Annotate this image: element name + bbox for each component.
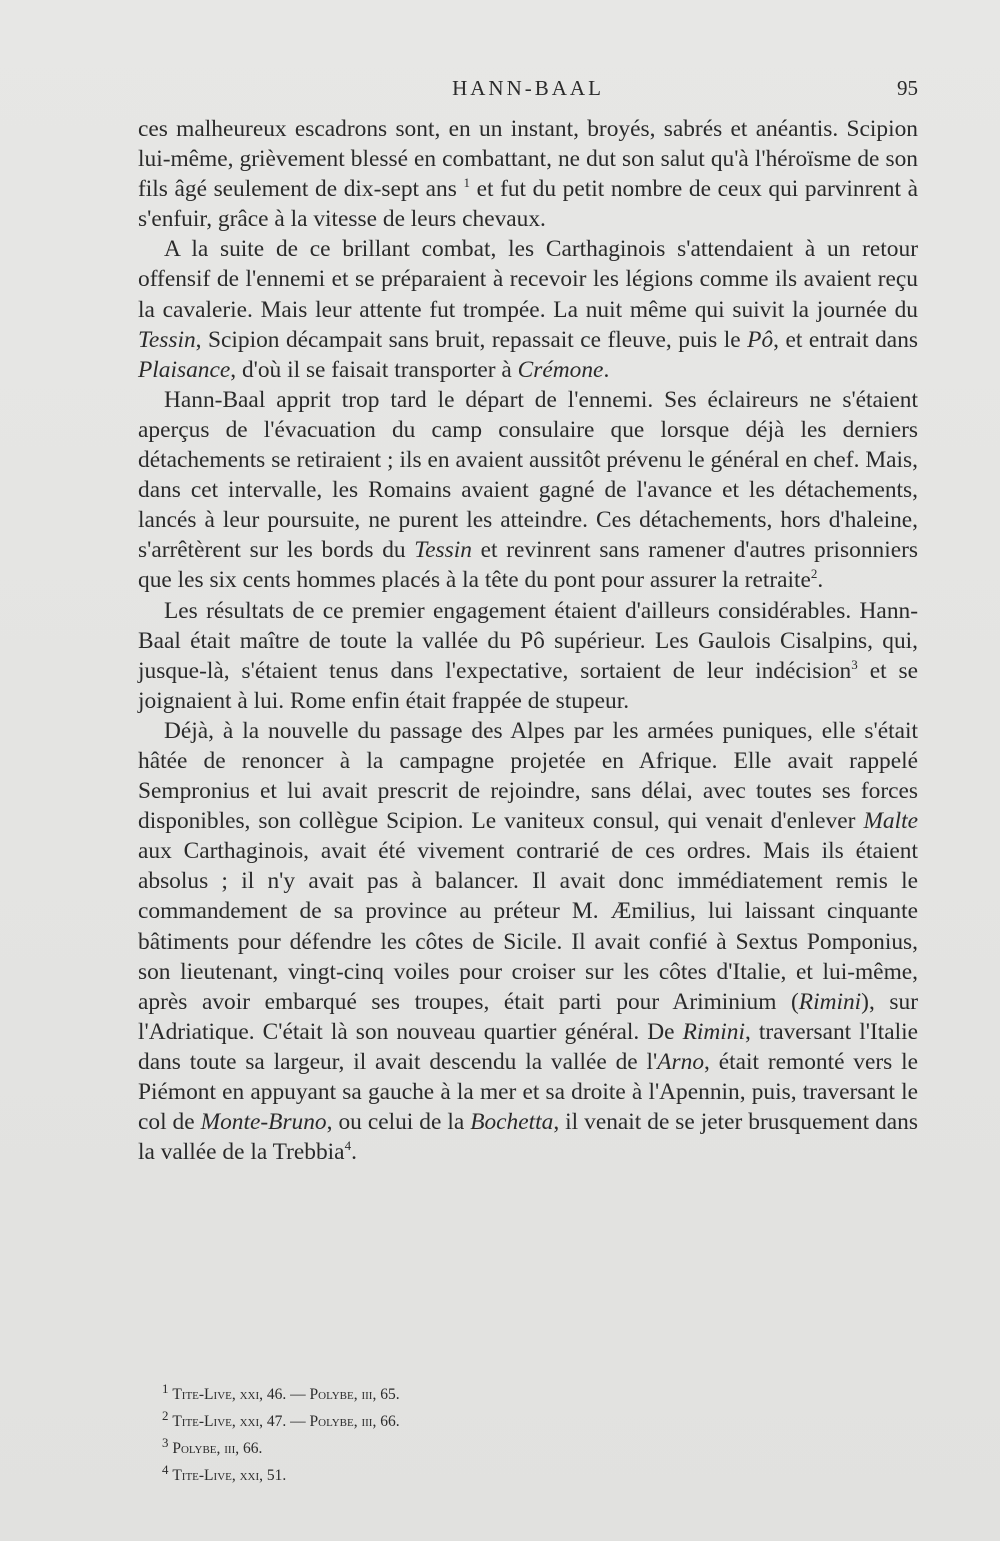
italic-place-name: Pô: [747, 326, 774, 353]
text-run: A la suite de ce brillant combat, les Carthaginois s'attendaient à un retour offensif de l'ennemi et se préparaient à recevoir les légions comme ils avaient reçu la cavalerie. Mais leur attente fut trompée. La nuit même qui suivit la journée du: [138, 236, 918, 323]
text-run: et se joignaient à lui. Rome enfin était frappée de stupeur.: [138, 657, 919, 714]
footnote-source: Tite-Live: [172, 1467, 232, 1485]
text-run: , ou celui de la: [326, 1109, 471, 1136]
text-run: aux Carthaginois, avait été vivement contrarié de ces ordres. Mais ils étaient absolus ; il n'y avait pas à balancer. Il avait donc immédiatement remis le commandement de sa province au préteur M. Æmilius, lui laissant cinquante bâtiments pour défendre les côtes de Sicile. Il avait confié à Sextus Pomponius, son lieutenant, vingt-cinq voiles pour croiser sur les côtes d'Italie, et lui-même, après avoir embarqué ses troupes, était parti pour Ariminium (: [138, 838, 918, 1015]
footnote: $^4$ Tite-Live, xxi, 51.: [162, 1462, 287, 1485]
footnote-source: Polybe: [309, 1413, 354, 1431]
italic-place-name: Tessin: [414, 537, 472, 564]
text-run: ces malheureux escadrons sont, en un instant, broyés, sabrés et anéantis. Scipion lui-même, grièvement blessé en combattant, ne dut son salut qu'à l'héroïsme de son fils âgé seulement de dix-sept ans: [138, 116, 918, 203]
footnote-reference: xxi, 46.: [239, 1386, 287, 1404]
paragraph: [138, 716, 918, 1167]
italic-place-name: Tessin: [138, 326, 196, 353]
footnote-separator: —: [286, 1413, 310, 1431]
footnote-ref: 4: [344, 1138, 352, 1154]
paragraph: [138, 234, 918, 384]
page-number: 95: [897, 76, 918, 100]
text-run: , était remonté vers le Piémont en appuyant sa gauche à la mer et sa droite à l'Apennin, puis, traversant le col de: [138, 1048, 918, 1136]
paragraph: [138, 596, 918, 716]
footnote-source: Tite-Live: [172, 1386, 232, 1404]
footnote: $^2$ Tite-Live, xxi, 47. — Polybe, iii, 66.: [162, 1408, 400, 1431]
italic-place-name: Rimini: [798, 988, 862, 1015]
footnote-ref: 1: [463, 175, 470, 191]
footnote: $^3$ Polybe, iii, 66.: [162, 1435, 263, 1458]
text-run: et revinrent sans ramener d'autres prisonniers que les six cents hommes placés à la tête du pont pour assurer la retraite: [138, 537, 918, 594]
text-run: , traversant l'Italie dans toute sa largeur, il avait descendu la vallée de l': [138, 1018, 918, 1075]
footnote-separator: —: [286, 1386, 310, 1404]
footnote-number: 2: [162, 1408, 169, 1424]
footnote-source: Polybe: [172, 1440, 217, 1458]
italic-place-name: Plaisance: [138, 356, 231, 383]
text-run: Déjà, à la nouvelle du passage des Alpes par les armées puniques, elle s'était hâtée de renoncer à la campagne projetée en Afrique. Elle avait rappelé Sempronius et lui avait prescrit de rejoindre, sans délai, avec toutes ses forces disponibles, son collègue Scipion. Le vaniteux consul, qui venait d'enlever: [138, 717, 918, 835]
italic-place-name: Monte-Bruno: [200, 1109, 327, 1136]
running-title: HANN-BAAL: [452, 76, 604, 100]
footnote-number: 4: [162, 1462, 169, 1478]
footnote-source: Tite-Live: [172, 1413, 232, 1431]
italic-place-name: Bochetta: [470, 1109, 554, 1136]
body-text: [138, 114, 918, 1167]
paragraph: [138, 114, 918, 234]
footnote-reference: xxi, 47.: [239, 1413, 287, 1431]
footnote-reference: iii, 66.: [361, 1413, 400, 1431]
text-run: , il venait de se jeter brusquement dans la vallée de la Trebbia: [138, 1109, 918, 1166]
footnotes: [162, 1378, 762, 1487]
footnote-number: 1: [162, 1381, 169, 1396]
text-run: , d'où il se faisait transporter à: [230, 356, 518, 383]
footnote-ref: 3: [851, 656, 858, 672]
text-run: .: [351, 1139, 357, 1166]
italic-place-name: Arno: [657, 1048, 705, 1075]
text-run: , et entrait dans: [773, 326, 918, 353]
text-run: ), sur l'Adriatique. C'était là son nouveau quartier général. De: [138, 988, 918, 1045]
footnote-number: 3: [162, 1435, 169, 1451]
italic-place-name: Rimini: [682, 1018, 745, 1045]
paragraph: [138, 385, 918, 596]
footnote-reference: iii, 66.: [224, 1440, 263, 1458]
italic-place-name: Crémone: [517, 356, 604, 383]
footnote-reference: iii, 65.: [361, 1386, 400, 1404]
italic-place-name: Malte: [863, 808, 918, 835]
footnote-source: Polybe: [309, 1386, 354, 1404]
footnote: $^1$ Tite-Live, xxi, 46. — Polybe, iii, 65.: [162, 1381, 400, 1404]
text-run: et fut du petit nombre de ceux qui parvinrent à s'enfuir, grâce à la vitesse de leurs chevaux.: [138, 176, 918, 233]
text-run: Hann-Baal apprit trop tard le départ de l'ennemi. Ses éclaireurs ne s'étaient aperçus de l'évacuation du camp consulaire que lorsque déjà les derniers détachements se retiraient ; ils en avaient aussitôt prévenu le général en chef. Mais, dans cet intervalle, les Romains avaient gagné de l'avance et les détachements, lancés à leur poursuite, ne purent les atteindre. Ces détachements, hors d'haleine, s'arrêtèrent sur les bords du: [138, 386, 918, 564]
running-head: [138, 72, 918, 102]
text-run: .: [603, 356, 610, 383]
text-run: .: [817, 567, 824, 594]
text-run: Les résultats de ce premier engagement étaient d'ailleurs considérables. Hann-Baal était maître de toute la vallée du Pô supérieur. Les Gaulois Cisalpins, qui, jusque-là, s'étaient tenus dans l'expectative, sortaient de leur indécision: [138, 597, 918, 684]
text-run: , Scipion décampait sans bruit, repassait ce fleuve, puis le: [195, 326, 748, 353]
footnote-ref: 2: [810, 566, 818, 582]
footnote-reference: xxi, 51.: [239, 1467, 287, 1485]
